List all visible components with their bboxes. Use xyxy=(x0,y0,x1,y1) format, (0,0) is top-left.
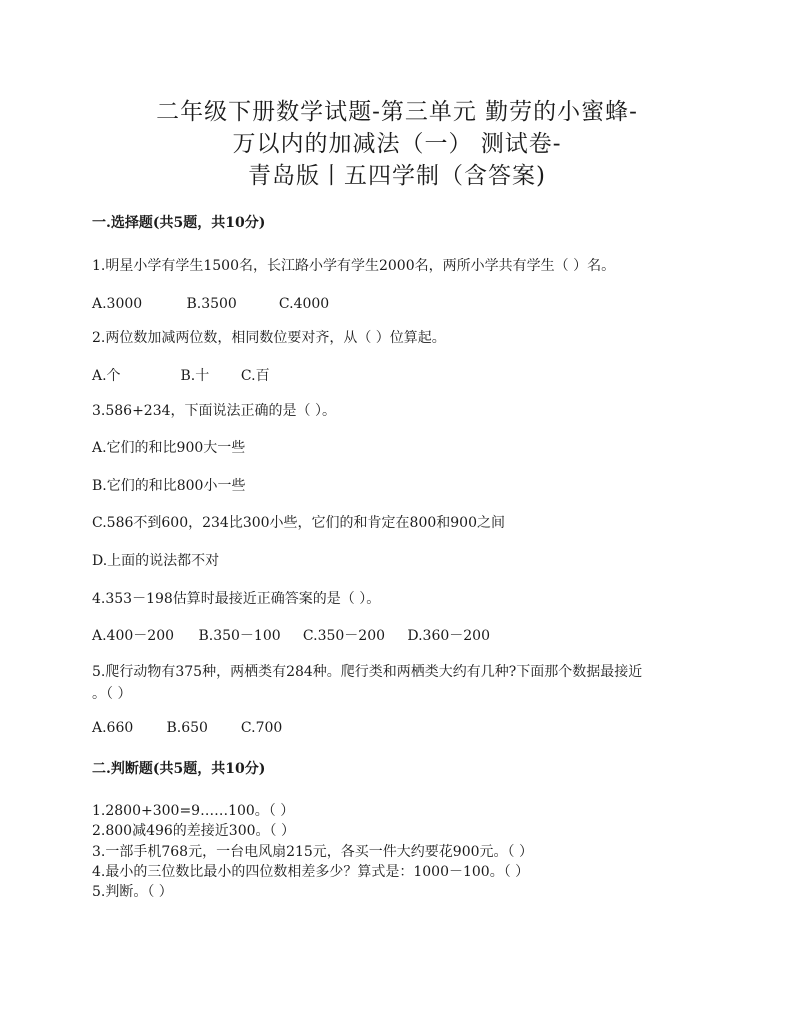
judgment-item-4: 4.最小的三位数比最小的四位数相差多少？算式是：1000－100。（ ） xyxy=(92,864,530,880)
document-title-line-3: 青岛版丨五四学制（含答案) xyxy=(248,163,546,189)
option-b: B.650 xyxy=(166,720,208,736)
question-1-options xyxy=(92,294,329,314)
option-b: B.3500 xyxy=(186,296,237,312)
question-2-text: 2.两位数加减两位数，相同数位要对齐，从（ ）位算起。 xyxy=(92,330,446,346)
option-a: A.3000 xyxy=(92,296,143,312)
option-b: B.十 xyxy=(180,368,210,384)
option-c: C.4000 xyxy=(278,296,330,312)
option-d: D.360－200 xyxy=(407,628,490,644)
question-3-option-c: C.586不到600，234比300小些，它们的和肯定在800和900之间 xyxy=(92,515,505,531)
document-title-line-2: 万以内的加减法（一） 测试卷- xyxy=(232,131,562,157)
question-4-options xyxy=(92,626,490,646)
option-a: A.个 xyxy=(92,368,121,384)
option-c: C.700 xyxy=(240,720,283,736)
question-5-options xyxy=(92,718,282,738)
question-1-text: 1.明星小学有学生1500名，长江路小学有学生2000名，两所小学共有学生（ ）名。 xyxy=(92,258,616,274)
question-5-text-line-1: 5.爬行动物有375种，两栖类有284种。爬行类和两栖类大约有几种?下面那个数据最接近 xyxy=(92,664,643,680)
question-3-option-b: B.它们的和比800小一些 xyxy=(92,478,246,494)
question-2-options xyxy=(92,366,270,386)
document-title-line-1: 二年级下册数学试题-第三单元 勤劳的小蜜蜂- xyxy=(156,99,638,125)
option-b: B.350－100 xyxy=(198,628,281,644)
question-3-option-a: A.它们的和比900大一些 xyxy=(92,440,246,456)
question-3-option-d: D.上面的说法都不对 xyxy=(92,553,220,569)
option-c: C.百 xyxy=(240,368,270,384)
section-2-header: 二.判断题(共5题，共10分) xyxy=(92,761,266,777)
option-a: A.660 xyxy=(92,720,134,736)
section-1-header: 一.选择题(共5题，共10分) xyxy=(92,215,266,231)
option-a: A.400－200 xyxy=(92,628,175,644)
question-5-text-line-2: 。（ ） xyxy=(92,686,132,702)
option-c: C.350－200 xyxy=(302,628,386,644)
judgment-item-1: 1.2800+300=9……100。（ ） xyxy=(92,803,295,819)
judgment-item-2: 2.800减496的差接近300。（ ） xyxy=(92,823,295,839)
question-3-text: 3.586+234，下面说法正确的是（ ）。 xyxy=(92,403,336,419)
judgment-item-3: 3.一部手机768元，一台电风扇215元，各买一件大约要花900元。（ ） xyxy=(92,844,533,860)
judgment-item-5: 5.判断。（ ） xyxy=(92,884,173,900)
question-4-text: 4.353－198估算时最接近正确答案的是（ ）。 xyxy=(92,591,381,607)
